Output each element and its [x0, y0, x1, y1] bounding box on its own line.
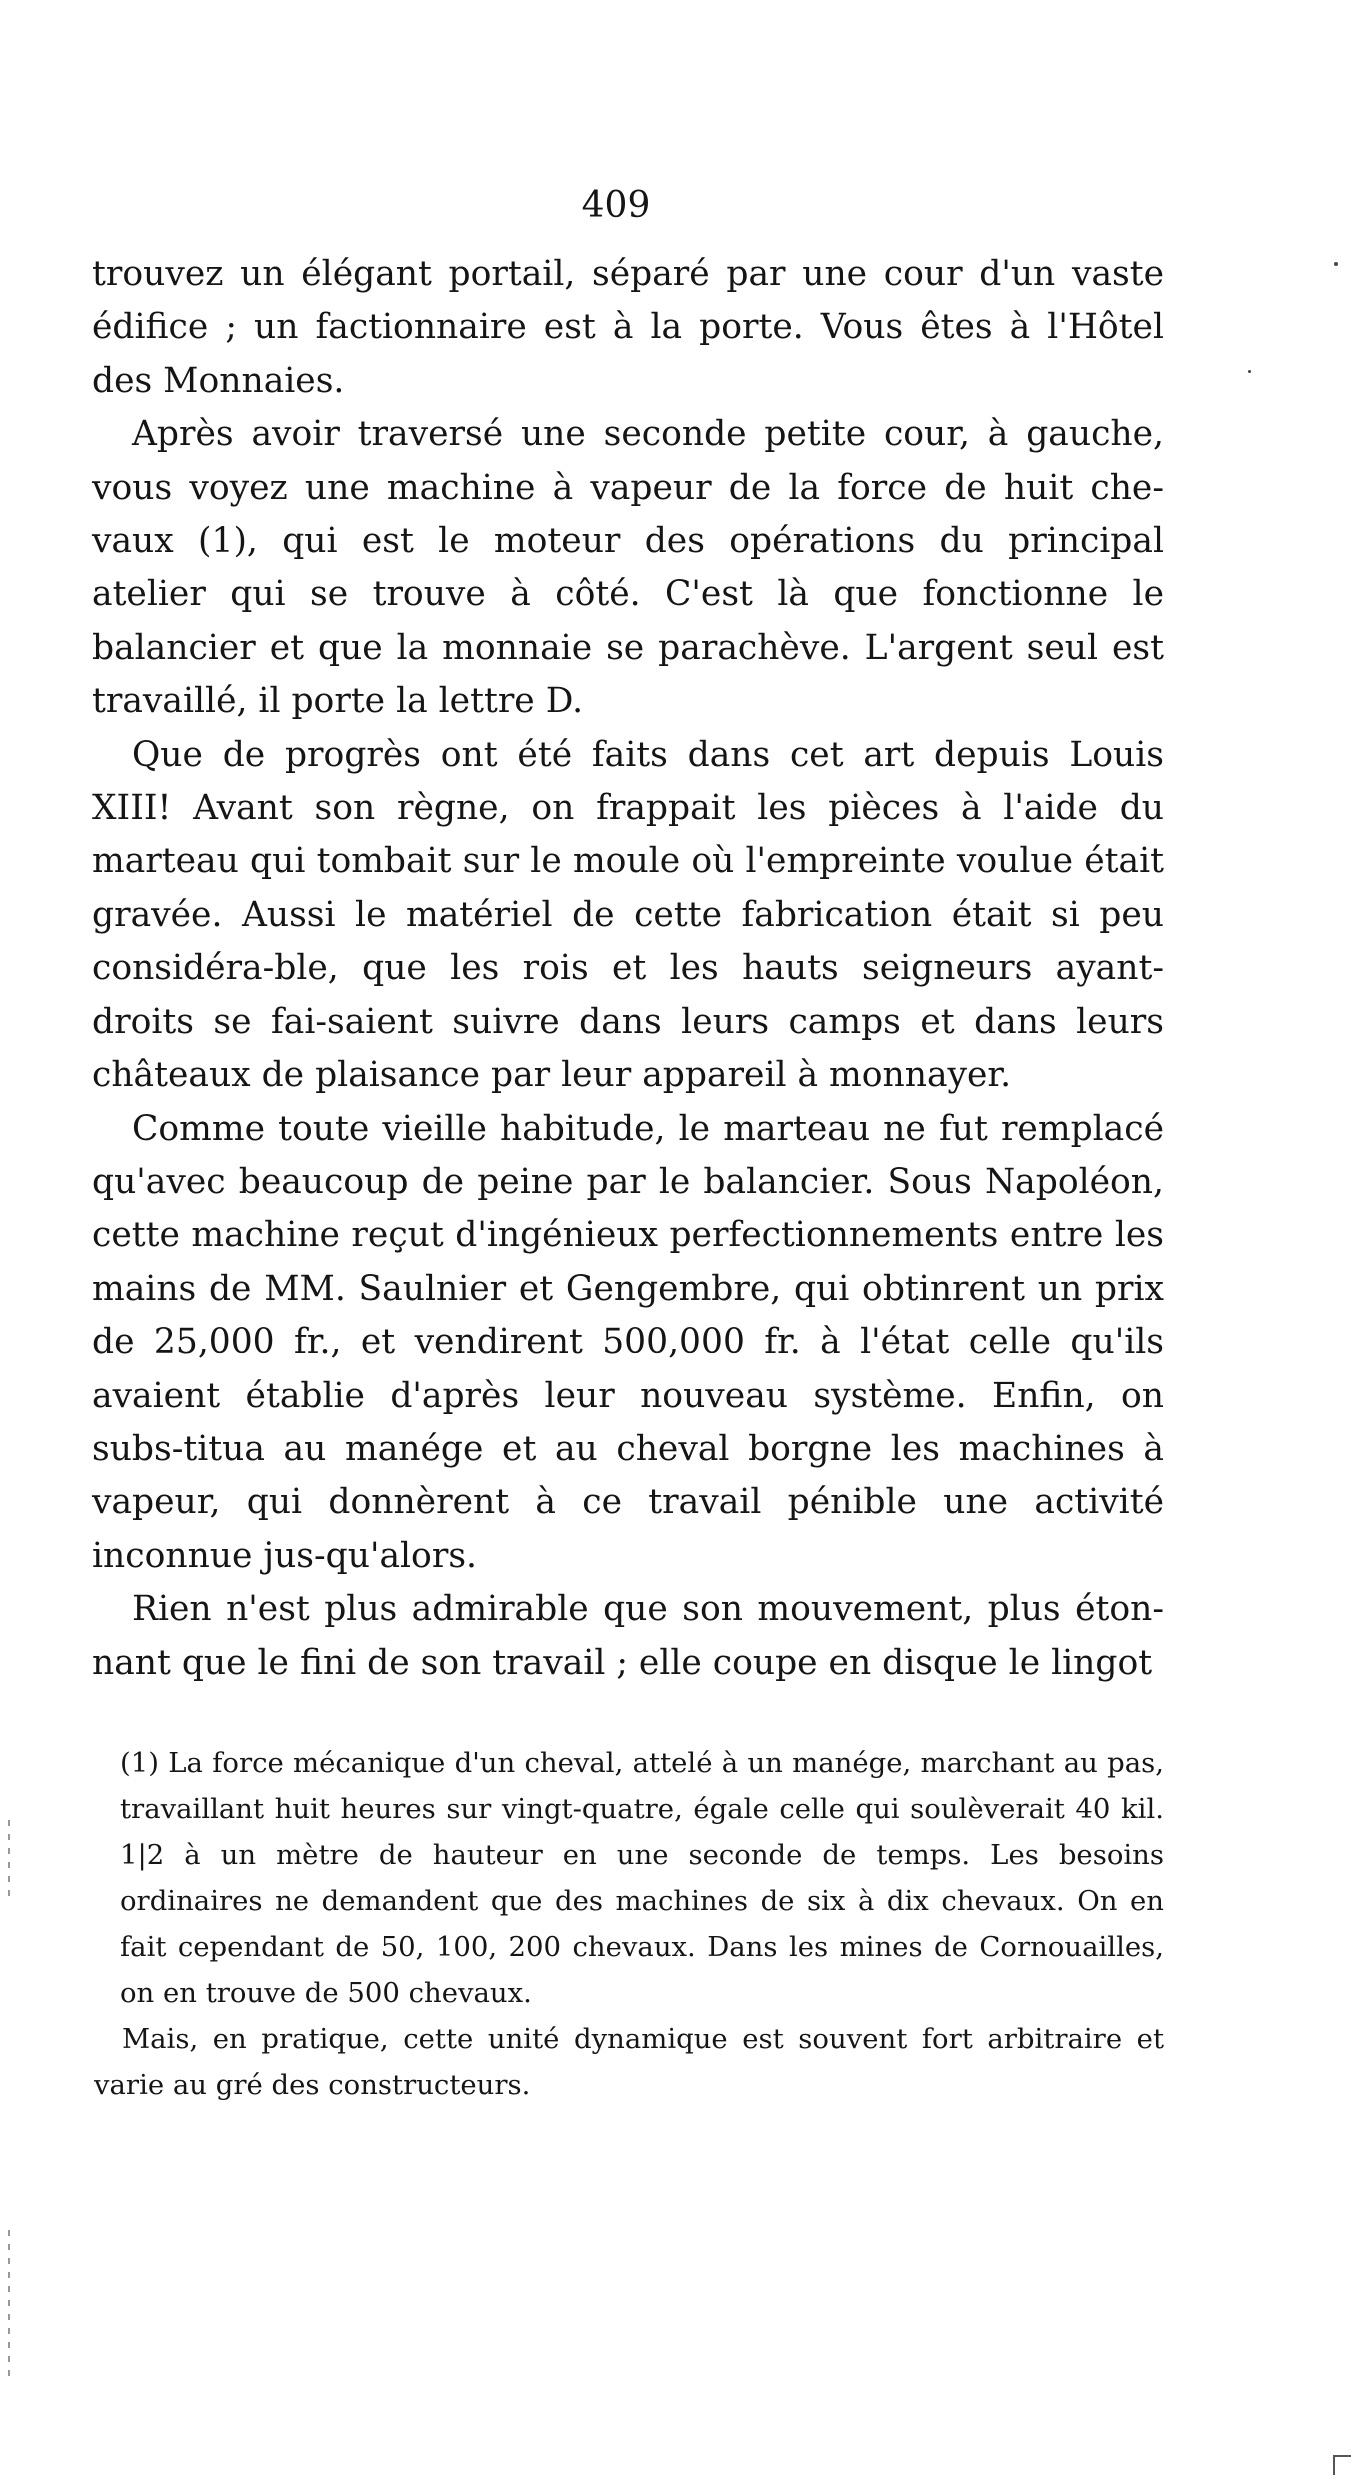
- paragraph-4: Comme toute vieille habitude, le marteau ne fut remplacé qu'avec beaucoup de peine par le balancier. Sous Napoléon, cette machine reçut d'ingénieux perfectionnements entre les mains de MM. Saulnier et Gengembre, qui obtinrent un prix de 25,000 fr., et vendirent 500,000 fr. à l'état celle qu'ils avaient établie d'après leur nouveau système. Enfin, on subs-titua au manége et au cheval borgne les machines à vapeur, qui donnèrent à ce travail pénible une activité inconnue jus-qu'alors.: [92, 1108, 1164, 1576]
- page-number: 409: [581, 185, 651, 226]
- scan-speck: [1248, 370, 1251, 373]
- footnote-1: (1) La force mécanique d'un cheval, attelé à un manége, marchant au pas, travaillant huit heures sur vingt-quatre, égale celle qui soulèverait 40 kil. 1|2 à un mètre de hauteur en une seconde de temps. Les besoins ordinaires ne demandent que des machines de six à dix chevaux. On en fait cependant de 50, 100, 200 chevaux. Dans les mines de Cornouailles, on en trouve de 500 chevaux.: [120, 1747, 1164, 2009]
- paragraph-2: Après avoir traversé une seconde petite cour, à gauche, vous voyez une machine à vapeur de la force de huit che-vaux (1), qui est le moteur des opérations du principal atelier qui se trouve à côté. C'est là que fonctionne le balancier et que la monnaie se parachève. L'argent seul est travaillé, il porte la lettre D.: [92, 414, 1164, 722]
- footnotes: [94, 1740, 1164, 2108]
- scan-speck: [1334, 262, 1338, 266]
- main-text: [92, 248, 1164, 1690]
- paragraph-5: Rien n'est plus admirable que son mouvement, plus éton-nant que le fini de son travail ; elle coupe en disque le lingot: [92, 1589, 1164, 1683]
- scan-corner-mark: [1333, 2455, 1351, 2475]
- scan-edge-mark: [8, 1820, 10, 1900]
- paragraph-3: Que de progrès ont été faits dans cet art depuis Louis XIII! Avant son règne, on frappait les pièces à l'aide du marteau qui tombait sur le moule où l'empreinte voulue était gravée. Aussi le matériel de cette fabrication était si peu considéra-ble, que les rois et les hauts seigneurs ayant-droits se fai-saient suivre dans leurs camps et dans leurs châteaux de plaisance par leur appareil à monnayer.: [92, 734, 1164, 1096]
- footnote-2: Mais, en pratique, cette unité dynamique est souvent fort arbitraire et varie au gré des constructeurs.: [94, 2023, 1164, 2101]
- scan-edge-mark: [8, 2230, 10, 2380]
- paragraph-1: trouvez un élégant portail, séparé par une cour d'un vaste édifice ; un factionnaire est à la porte. Vous êtes à l'Hôtel des Monnaies.: [92, 254, 1164, 401]
